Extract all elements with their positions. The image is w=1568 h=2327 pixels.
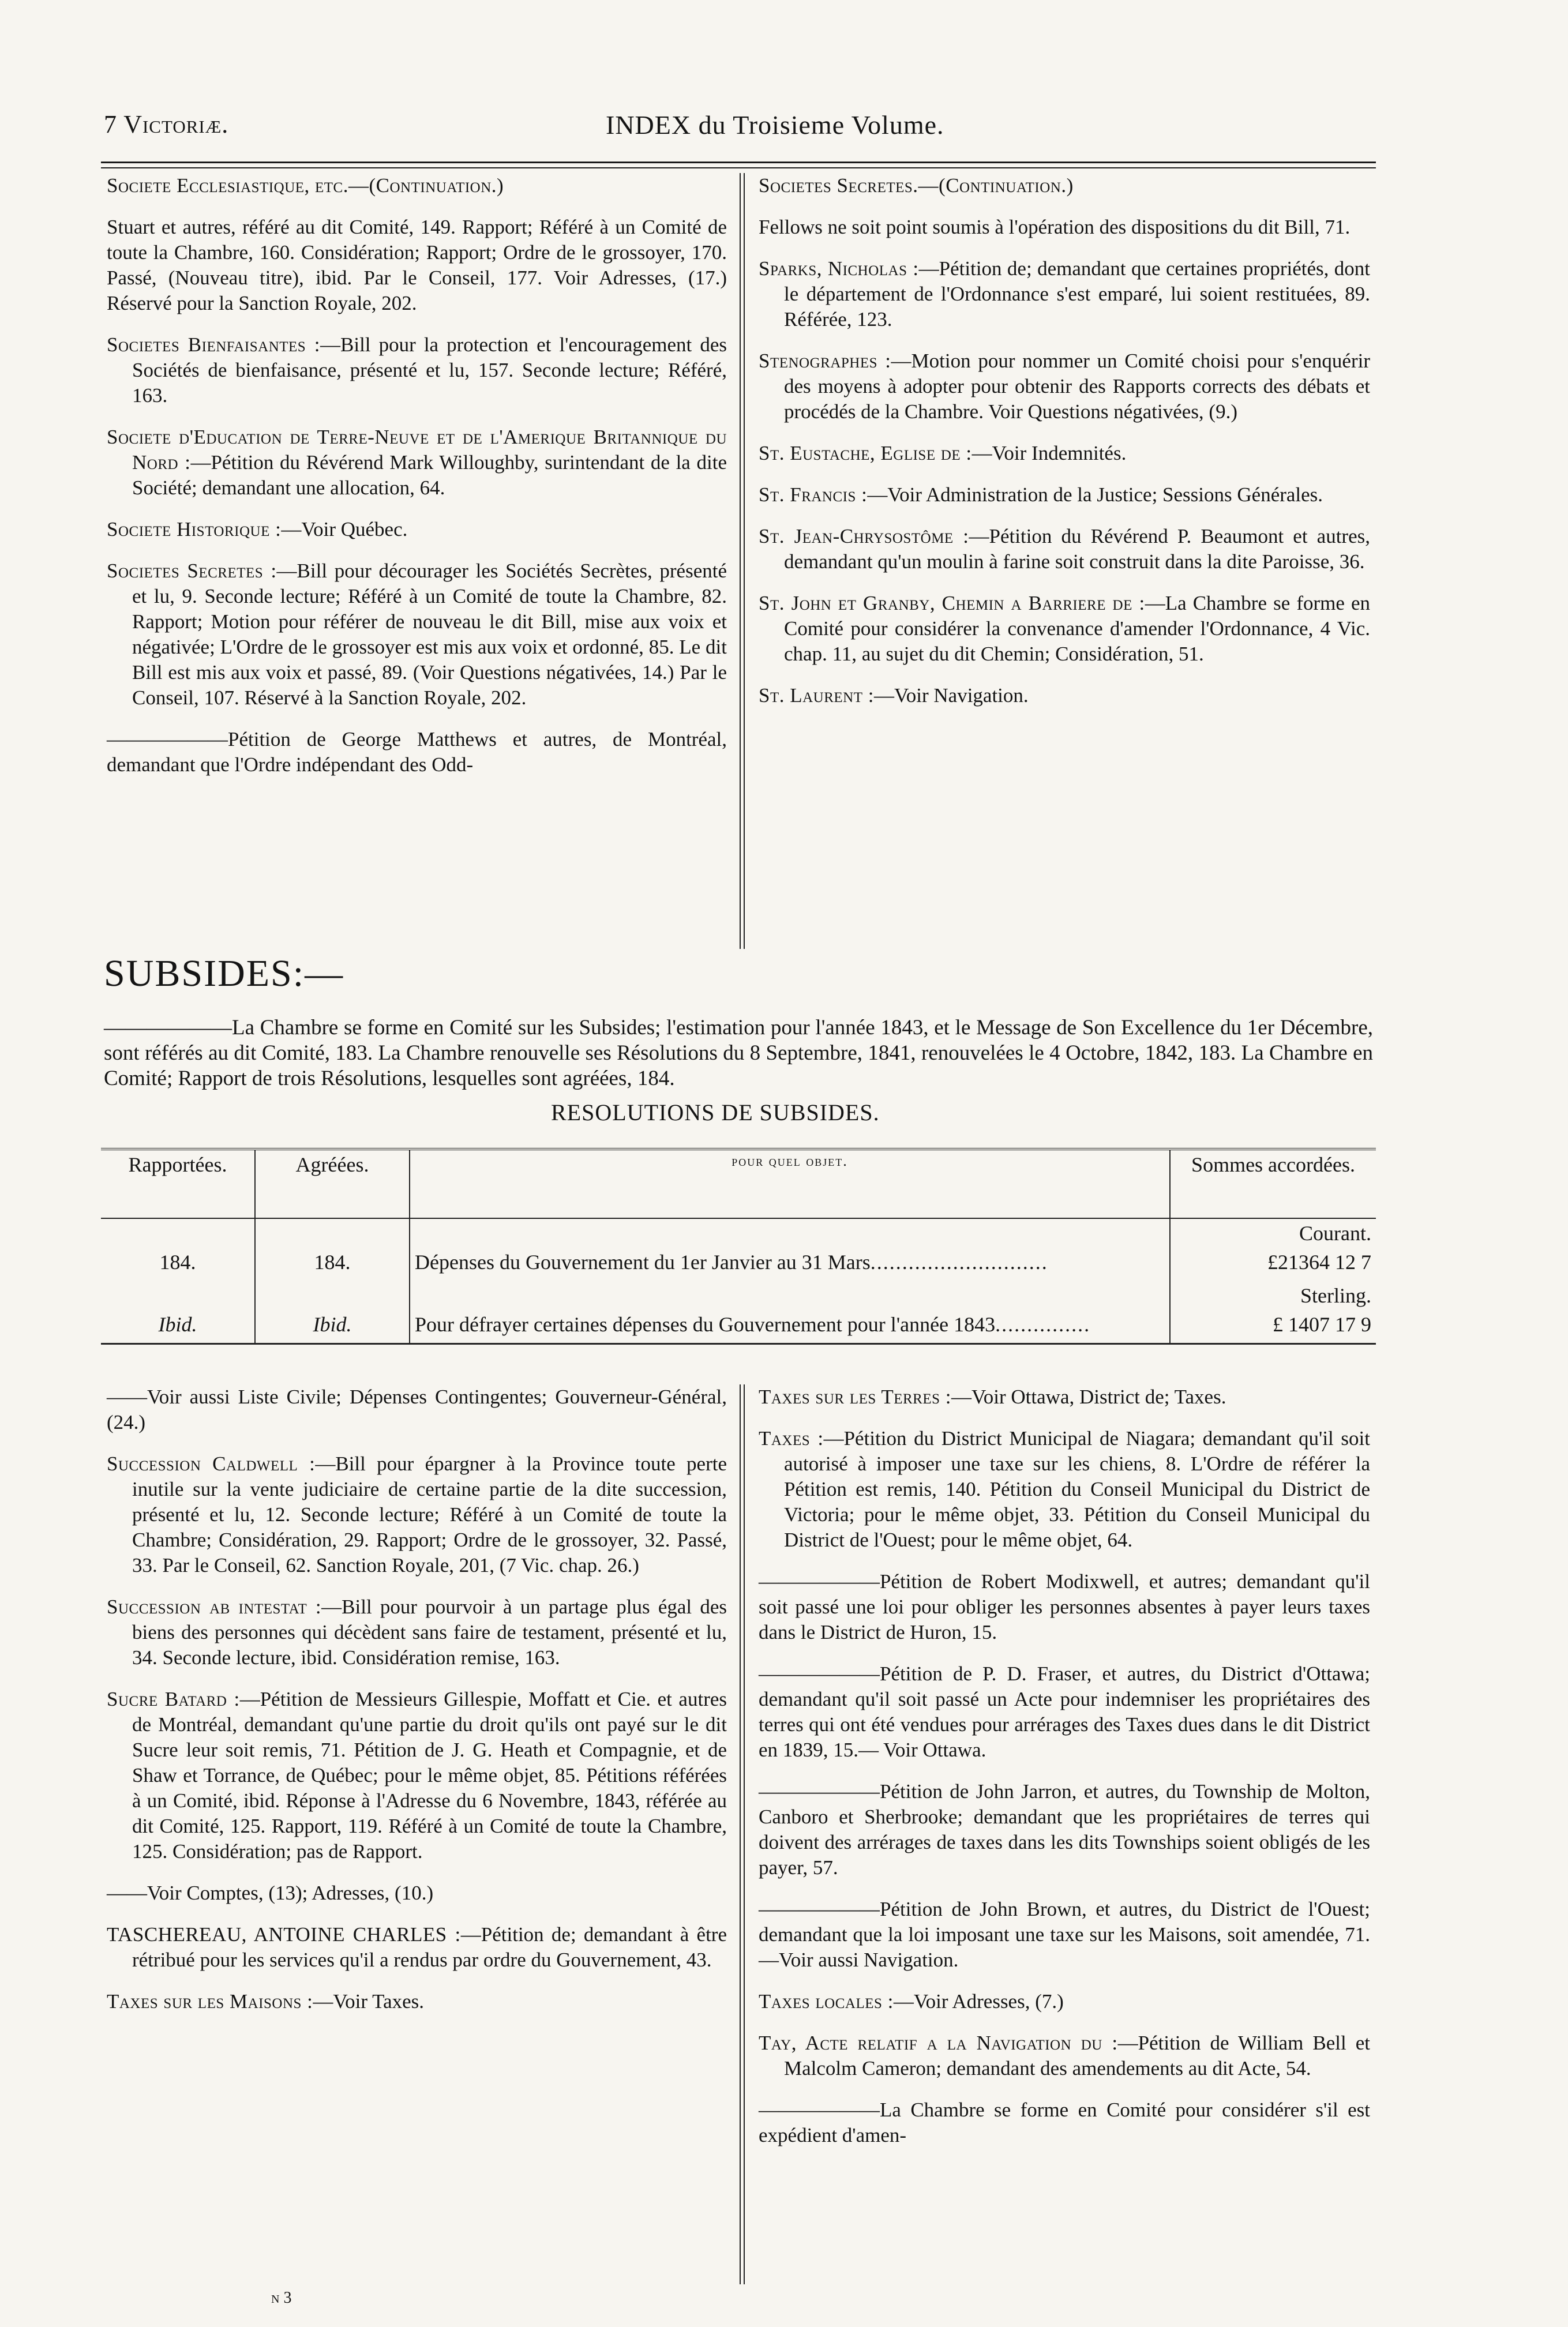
entry-text: ——Voir aussi Liste Civile; Dépenses Contingentes; Gouverneur-Général, (24.) xyxy=(107,1386,727,1433)
entry-text: —Pétition du Révérend P. Beaumont et autres, demandant qu'un moulin à farine soit construit dans la dite Paroisse, 36. xyxy=(784,525,1370,573)
col-rapportees: Rapportées. xyxy=(101,1149,255,1218)
entry-heading: Societe Ecclesiastique, etc.—(Continuation.) xyxy=(107,174,504,197)
index-entry xyxy=(759,2031,1370,2081)
entry-heading: Sucre Batard : xyxy=(107,1688,240,1710)
index-entry xyxy=(107,1594,727,1671)
entry-heading: Societe Historique : xyxy=(107,518,282,541)
entry-text: —Bill pour la protection et l'encouragement des Sociétés de bienfaisance, présenté et lu, 157. Seconde lecture; Référé, 163. xyxy=(132,333,727,407)
entry-heading: Societe d'Education de Terre-Neuve et de l'Amerique Britannique du Nord : xyxy=(107,426,727,474)
entry-heading: Societes Secretes.—(Continuation.) xyxy=(759,174,1074,197)
index-entry xyxy=(759,1989,1370,2014)
header-center: INDEX du Troisieme Volume. xyxy=(606,110,944,140)
entry-text: —Voir Taxes. xyxy=(313,1990,425,2013)
top-right-column xyxy=(759,173,1370,725)
entry-text: Fellows ne soit point soumis à l'opération des dispositions du dit Bill, 71. xyxy=(759,216,1351,238)
entry-text: ——————La Chambre se forme en Comité pour considérer s'il est expédient d'amen- xyxy=(759,2099,1370,2146)
entry-heading: Taxes sur les Terres : xyxy=(759,1386,952,1408)
bottom-left-column xyxy=(107,1384,727,2031)
column-divider xyxy=(740,1384,745,2284)
index-entry xyxy=(107,517,727,542)
top-columns xyxy=(101,173,1376,949)
index-entry xyxy=(107,727,727,778)
entry-heading: Societes Secretes : xyxy=(107,560,277,582)
entry-heading: St. Francis : xyxy=(759,483,868,506)
entry-heading: St. Laurent : xyxy=(759,684,874,707)
index-entry xyxy=(107,425,727,501)
entry-heading: Taxes sur les Maisons : xyxy=(107,1990,313,2013)
entry-text: —Pétition du District Municipal de Niagara; demandant qu'il soit autorisé à imposer une taxe sur les chiens, 8. L'Ordre de référer la Pétition est remis, 140. Pétition du Conseil Municipal du District de Victoria; pour le même objet, 33. Pétition du Conseil Municipal du District de l'Ouest; pour le même objet, 64. xyxy=(784,1427,1371,1551)
header-left: 7 Victoriæ. xyxy=(104,110,229,138)
index-entry xyxy=(759,1779,1370,1881)
entry-heading: St. Eustache, Eglise de : xyxy=(759,442,972,464)
index-entry xyxy=(759,1897,1370,1973)
entry-text: ——Voir Comptes, (13); Adresses, (10.) xyxy=(107,1882,434,1904)
index-entry xyxy=(107,173,727,198)
index-entry xyxy=(759,215,1370,240)
entry-text: —Bill pour décourager les Sociétés Secrètes, présenté et lu, 9. Seconde lecture; Référé à un Comité de toute la Chambre, 82. Rapport; Motion pour référer de nouveau le dit Bill, mise aux voix et négativée; L'Ordre de le grossoyer est mis aux voix et ordonné, 85. Le dit Bill est mis aux voix et passé, 89. (Voir Questions négativées, 14.) Par le Conseil, 107. Réservé à la Sanction Royale, 202. xyxy=(132,560,727,709)
entry-heading: St. Jean-Chrysostôme : xyxy=(759,525,969,547)
index-entry xyxy=(107,215,727,316)
table-row: Sterling. xyxy=(101,1281,1376,1310)
col-objet: pour quel objet. xyxy=(410,1149,1170,1218)
index-entry xyxy=(107,1881,727,1906)
entry-heading: Taxes : xyxy=(759,1427,824,1450)
table-header-row xyxy=(101,1149,1376,1218)
index-entry xyxy=(759,256,1370,332)
entry-text: ——————Pétition de P. D. Fraser, et autres, du District d'Ottawa; demandant qu'il soit passé un Acte pour indemniser les propriétaires des terres qui ont été vendues pour arrérages des Taxes dues dans le dit District en 1839, 15.— Voir Ottawa. xyxy=(759,1662,1370,1761)
entry-heading: St. John et Granby, Chemin a Barriere de : xyxy=(759,592,1145,614)
table-row: 184. 184. Dépenses du Gouvernement du 1er Janvier au 31 Mars............................ £21364 12 7 xyxy=(101,1248,1376,1281)
entry-text: —Pétition du Révérend Mark Willoughby, surintendant de la dite Société; demandant une allocation, 64. xyxy=(132,451,727,499)
index-entry xyxy=(107,332,727,408)
entry-text: —Voir Administration de la Justice; Sessions Générales. xyxy=(867,483,1323,506)
index-entry xyxy=(759,482,1370,508)
entry-text: —Pétition de Messieurs Gillespie, Moffatt et Cie. et autres de Montréal, demandant qu'une partie du droit qu'ils ont payé sur le dit Sucre leur soit remis, 71. Pétition de J. G. Heath et Compagnie, et de Shaw et Torrance, de Québec; pour le même objet, 85. Pétitions référées à un Comité, ibid. Réponse à l'Adresse du 6 Novembre, 1843, référée au dit Comité, 125. Rapport, 119. Référé à un Comité de toute la Chambre, 125. Considération; pas de Rapport. xyxy=(132,1688,727,1863)
top-left-column xyxy=(107,173,727,794)
index-entry xyxy=(759,173,1370,198)
entry-text: —Motion pour nommer un Comité choisi pour s'enquérir des moyens à adopter pour obtenir des Rapports corrects des débats et procédés de la Chambre. Voir Questions négativées, (9.) xyxy=(784,350,1370,423)
index-entry xyxy=(107,1989,727,2014)
entry-heading: Stenographes : xyxy=(759,350,891,372)
signature-mark: n 3 xyxy=(271,2289,292,2307)
index-entry xyxy=(759,348,1370,425)
index-entry xyxy=(107,1451,727,1578)
col-sommes: Sommes accordées. xyxy=(1191,1153,1355,1176)
index-entry xyxy=(759,1426,1370,1553)
entry-text: ——————Pétition de George Matthews et autres, de Montréal, demandant que l'Ordre indépendant des Odd- xyxy=(107,728,727,776)
index-entry xyxy=(107,1384,727,1435)
index-entry xyxy=(759,1661,1370,1763)
entry-text: ——————Pétition de Robert Modixwell, et autres; demandant qu'il soit passé une loi pour obliger les personnes absentes à payer leurs taxes dans le District de Huron, 15. xyxy=(759,1570,1370,1643)
index-entry xyxy=(759,1569,1370,1645)
entry-text: —La Chambre se forme en Comité pour considérer la convenance d'amender l'Ordonnance, 4 Vic. chap. 11, au sujet du dit Chemin; Considération, 51. xyxy=(784,592,1371,665)
entry-heading: Taxes locales : xyxy=(759,1990,894,2013)
index-entry xyxy=(759,2097,1370,2148)
bottom-columns xyxy=(101,1384,1376,2284)
entry-text: —Voir Navigation. xyxy=(873,684,1029,707)
header-rule xyxy=(101,162,1376,163)
entry-heading: Succession Caldwell : xyxy=(107,1453,316,1475)
entry-text: —Pétition de; demandant à être rétribué pour les services qu'il a rendus par ordre du Gouvernement, 43. xyxy=(132,1923,727,1971)
entry-text: —Voir Ottawa, District de; Taxes. xyxy=(951,1386,1226,1408)
entry-heading: Sparks, Nicholas : xyxy=(759,257,919,280)
index-entry xyxy=(759,683,1370,708)
entry-heading: Succession ab intestat : xyxy=(107,1596,322,1618)
entry-text: —Voir Adresses, (7.) xyxy=(893,1990,1064,2013)
subsides-heading: SUBSIDES:— xyxy=(104,952,344,994)
entry-text: ——————Pétition de John Brown, et autres, du District de l'Ouest; demandant que la loi imposant une taxe sur les Maisons, soit amendée, 71.—Voir aussi Navigation. xyxy=(759,1898,1370,1971)
index-entry xyxy=(107,558,727,711)
index-entry xyxy=(107,1687,727,1864)
header-rule-thin xyxy=(101,167,1376,168)
table-row: Ibid. Ibid. Pour défrayer certaines dépenses du Gouvernement pour l'année 1843............... £ 1407 17 9 xyxy=(101,1310,1376,1343)
subsides-paragraph: ——————La Chambre se forme en Comité sur les Subsides; l'estimation pour l'année 1843, et le Message de Son Excellence du 1er Décembre, sont référés au dit Comité, 183. La Chambre renouvelle ses Résolutions du 8 Septembre, 1841, renouvelées le 4 Octobre, 1842, 183. La Chambre en Comité; Rapport de trois Résolutions, lesquelles sont agréées, 184. xyxy=(104,1016,1373,1090)
index-entry xyxy=(759,1384,1370,1410)
entry-text: —Voir Indemnités. xyxy=(971,442,1127,464)
entry-text: —Pétition de; demandant que certaines propriétés, dont le département de l'Ordonnance s'est emparé, lui soient restituées, 89. Référée, 123. xyxy=(784,257,1371,331)
entry-heading: TASCHEREAU, ANTOINE CHARLES : xyxy=(107,1923,461,1946)
entry-text: Stuart et autres, référé au dit Comité, 149. Rapport; Référé à un Comité de toute la Chambre, 160. Considération; Rapport; Ordre de le grossoyer, 170. Passé, (Nouveau titre), ibid. Par le Conseil, 177. Voir Adresses, (17.) Réservé pour la Sanction Royale, 202. xyxy=(107,216,727,314)
bottom-right-column xyxy=(759,1384,1370,2164)
entry-text: —Voir Québec. xyxy=(281,518,408,541)
index-entry xyxy=(759,441,1370,466)
resolutions-title: RESOLUTIONS DE SUBSIDES. xyxy=(551,1099,880,1125)
entry-text: —Bill pour épargner à la Province toute perte inutile sur la vente judiciaire de certaine partie de la dite succession, présenté et lu, 12. Seconde lecture; Référé à un Comité de toute la Chambre; Considération, 29. Rapport; Ordre de le grossoyer, 32. Passé, 33. Par le Conseil, 62. Sanction Royale, 201, (7 Vic. chap. 26.) xyxy=(132,1453,727,1577)
table-row: Courant. xyxy=(101,1218,1376,1248)
col-agreees: Agréées. xyxy=(255,1149,410,1218)
page-header xyxy=(104,110,1373,150)
index-entry xyxy=(759,524,1370,575)
column-divider xyxy=(740,173,745,949)
entry-text: ——————Pétition de John Jarron, et autres, du Township de Molton, Canboro et Sherbrooke; demandant que les propriétaires de terres qui doivent des arrérages de taxes dans les dits Townships soient obligés de les payer, 57. xyxy=(759,1780,1370,1879)
resolutions-table xyxy=(101,1148,1376,1345)
index-entry xyxy=(759,591,1370,667)
entry-heading: Societes Bienfaisantes : xyxy=(107,333,320,356)
index-entry xyxy=(107,1922,727,1973)
entry-text: —Pétition de William Bell et Malcolm Cameron; demandant des amendements au dit Acte, 54. xyxy=(784,2032,1370,2080)
entry-heading: Tay, Acte relatif a la Navigation du : xyxy=(759,2032,1118,2054)
entry-text: —Bill pour pourvoir à un partage plus égal des biens des personnes qui décèdent sans faire de testament, présenté et lu, 34. Seconde lecture, ibid. Considération remise, 163. xyxy=(132,1596,727,1669)
